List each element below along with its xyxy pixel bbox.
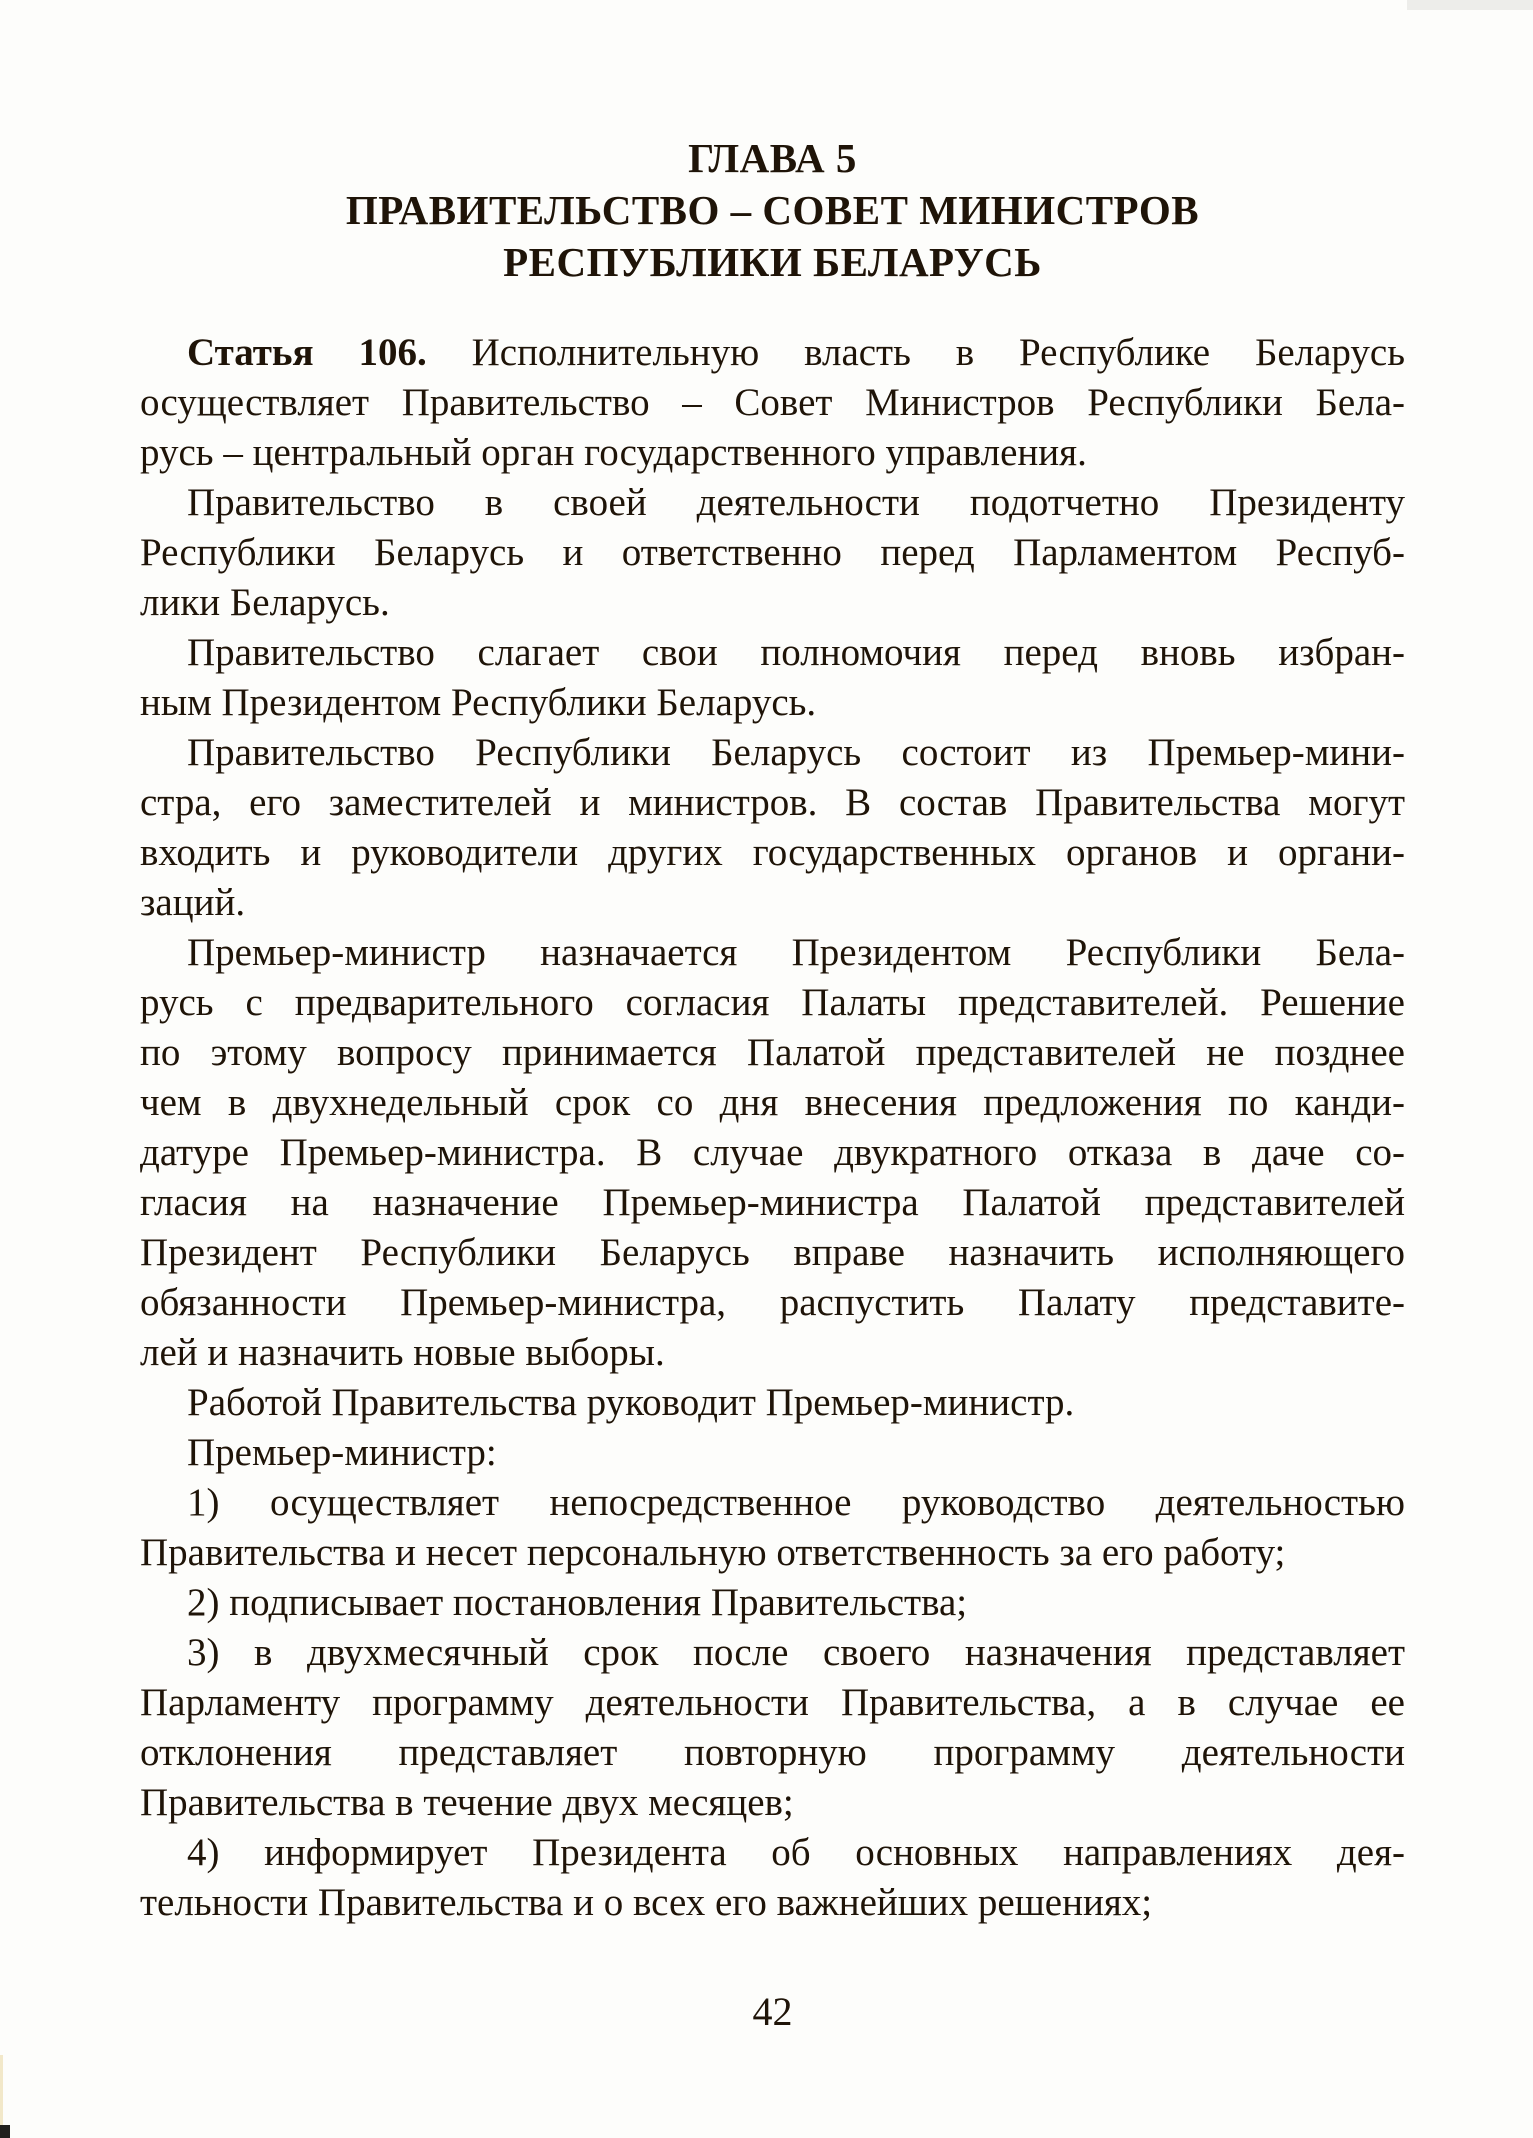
text-line: Работой Правительства руководит Премьер-министр. <box>187 1381 1075 1424</box>
text-line: русь с предварительного согласия Палаты представителей. Решение <box>140 981 1405 1024</box>
chapter-heading-line: ГЛАВА 5 <box>688 135 857 181</box>
text-line: Республики Беларусь и ответственно перед Парламентом Респуб- <box>140 531 1405 574</box>
text-line: отклонения представляет повторную программу деятельности <box>140 1731 1405 1774</box>
text-line: Парламенту программу деятельности Правительства, а в случае ее <box>140 1681 1405 1724</box>
chapter-heading-line: РЕСПУБЛИКИ БЕЛАРУСЬ <box>503 239 1042 285</box>
text-column <box>140 132 1405 1928</box>
text-line: по этому вопросу принимается Палатой представителей не позднее <box>140 1031 1405 1074</box>
text-line: датуре Премьер-министра. В случае двукратного отказа в даче со- <box>140 1131 1405 1174</box>
text-line: 2) подписывает постановления Правительства; <box>187 1581 968 1624</box>
chapter-heading <box>140 132 1405 288</box>
text-line: входить и руководители других государственных органов и органи- <box>140 831 1405 874</box>
text-line: 4) информирует Президента об основных направлениях дея- <box>187 1831 1405 1874</box>
scan-artifact <box>1407 0 1533 10</box>
article-number-lead: Статья 106. <box>187 331 427 374</box>
text-line: Статья 106. Исполнительную власть в Республике Беларусь <box>187 331 1406 374</box>
text-line: русь – центральный орган государственного управления. <box>140 431 1087 474</box>
text-line: 1) осуществляет непосредственное руководство деятельностью <box>187 1481 1405 1524</box>
text-line: 3) в двухмесячный срок после своего назначения представляет <box>187 1631 1405 1674</box>
text-line: Правительство слагает свои полномочия перед вновь избран- <box>187 631 1405 674</box>
page-number: 42 <box>752 1989 793 2034</box>
scan-artifact <box>0 2125 10 2138</box>
text-line: Правительства в течение двух месяцев; <box>140 1781 794 1824</box>
article-body <box>140 328 1405 1928</box>
text-line: осуществляет Правительство – Совет Министров Республики Бела- <box>140 381 1405 424</box>
text-line: гласия на назначение Премьер-министра Палатой представителей <box>140 1181 1405 1224</box>
text-line: тельности Правительства и о всех его важнейших решениях; <box>140 1881 1153 1924</box>
scan-artifact <box>0 2055 3 2125</box>
text-line: Правительство Республики Беларусь состоит из Премьер-мини- <box>187 731 1405 774</box>
text-line: Премьер-министр: <box>187 1431 497 1474</box>
text-line: обязанности Премьер-министра, распустить Палату представите- <box>140 1281 1405 1324</box>
text-line: лей и назначить новые выборы. <box>140 1331 665 1374</box>
text-line: заций. <box>140 881 246 924</box>
chapter-heading-line: ПРАВИТЕЛЬСТВО – СОВЕТ МИНИСТРОВ <box>345 187 1200 233</box>
text-line: Правительство в своей деятельности подотчетно Президенту <box>187 481 1405 524</box>
text-line: Правительства и несет персональную ответственность за его работу; <box>140 1531 1286 1574</box>
text-line: чем в двухнедельный срок со дня внесения предложения по канди- <box>140 1081 1405 1124</box>
text-line: ным Президентом Республики Беларусь. <box>140 681 817 724</box>
text-line: Президент Республики Беларусь вправе назначить исполняющего <box>140 1231 1405 1274</box>
text-line: Премьер-министр назначается Президентом Республики Бела- <box>187 931 1405 974</box>
text-line: лики Беларусь. <box>140 581 390 624</box>
text-line: стра, его заместителей и министров. В состав Правительства могут <box>140 781 1405 824</box>
